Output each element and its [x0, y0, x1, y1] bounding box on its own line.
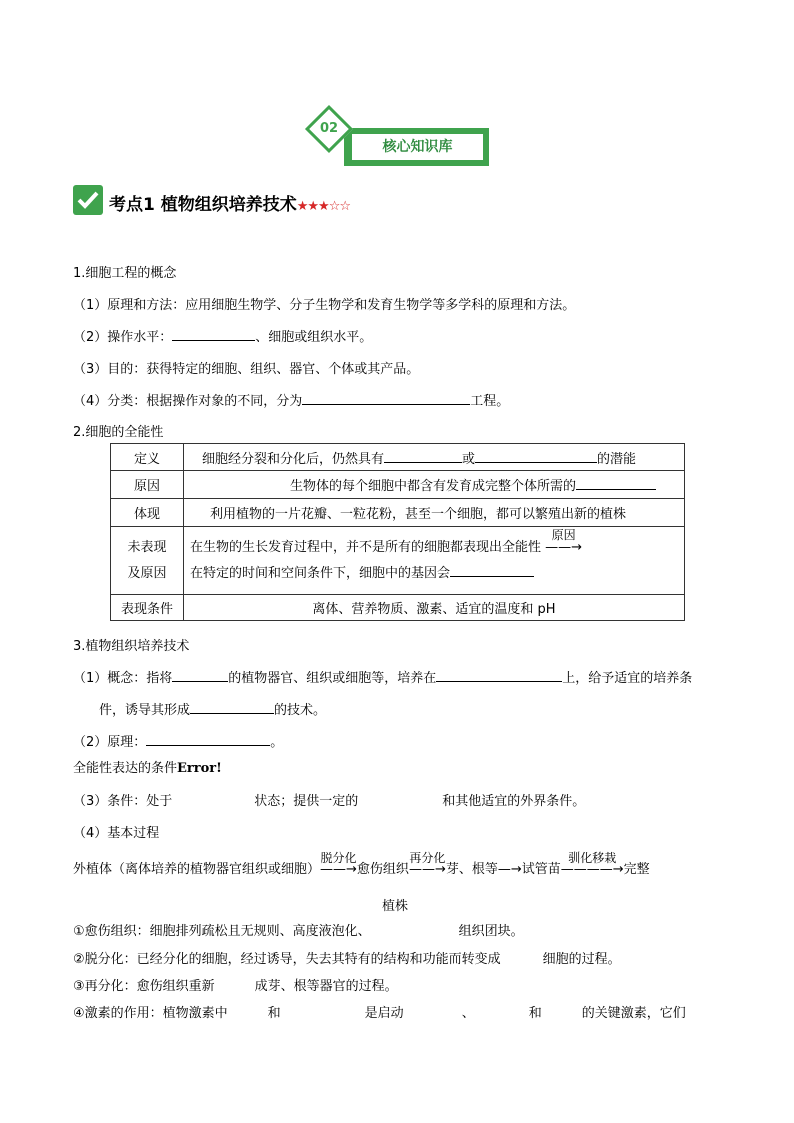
- difficulty-stars: ★★★☆☆: [296, 199, 351, 214]
- flow-step-plant: 植株: [382, 899, 409, 914]
- text: 上，给予适宜的培养条: [562, 671, 693, 686]
- s1-p4-text-b: 工程。: [470, 394, 510, 409]
- culture-process-flow: [73, 851, 650, 877]
- text: ④激素的作用：植物激素中: [73, 1006, 228, 1021]
- section-1-title: 1.细胞工程的概念: [73, 266, 177, 281]
- error-line: [73, 757, 222, 776]
- table-row: [111, 527, 685, 595]
- s1-p4: [73, 390, 509, 409]
- s3-p3: [73, 790, 585, 809]
- text: 和: [528, 1006, 542, 1021]
- fill-blank: [436, 669, 562, 682]
- cell-text: 在特定的时间和空间条件下，细胞中的基因会: [190, 565, 451, 581]
- fill-blank: [475, 450, 597, 463]
- arrow-glyph: ——→: [545, 539, 583, 555]
- flow-arrow: [560, 851, 624, 877]
- text: 的关键激素，它们: [581, 1006, 686, 1021]
- text: （2）原理：: [73, 735, 147, 750]
- table-row: [111, 471, 685, 499]
- table-cell-label: 体现: [111, 499, 184, 527]
- table-cell-label: 表现条件: [111, 595, 184, 621]
- fill-blank: [146, 733, 270, 746]
- s3-p4: （4）基本过程: [73, 826, 160, 841]
- table-cell-label: 原因: [111, 471, 184, 499]
- text: 状态；提供一定的: [254, 794, 359, 809]
- flow-arrow: [408, 851, 446, 877]
- s3-c3: [73, 975, 398, 994]
- s3-c2: [73, 948, 621, 967]
- flow-step: 外植体（离体培养的植物器官组织或细胞）: [73, 862, 321, 877]
- error-text: Error!: [177, 761, 222, 776]
- text: ②脱分化：已经分化的细胞，经过诱导，失去其特有的结构和功能而转变成: [73, 952, 501, 967]
- s3-c4: [73, 1002, 686, 1021]
- table-row: [111, 499, 685, 527]
- table-cell: [184, 527, 685, 595]
- table-row: [111, 444, 685, 471]
- table-cell: [184, 444, 685, 471]
- arrow-label: 原因: [551, 527, 576, 542]
- arrow-label: 脱分化: [320, 851, 357, 865]
- table-cell-label: [111, 527, 184, 595]
- text: （3）条件：处于: [73, 794, 173, 809]
- s1-p2-text-b: 、细胞或组织水平。: [255, 330, 373, 345]
- s1-p2: [73, 326, 372, 345]
- text: 和其他适宜的外界条件。: [442, 794, 586, 809]
- s1-p4-text-a: （4）分类：根据操作对象的不同，分为: [73, 394, 303, 409]
- text: （1）概念：指将: [73, 671, 173, 686]
- s1-p1: （1）原理和方法：应用细胞生物学、分子生物学和发育生物学等多学科的原理和方法。: [73, 298, 576, 313]
- flow-step: 愈伤组织: [356, 862, 409, 877]
- s3-p1-cont: [99, 699, 326, 718]
- fill-blank: [302, 392, 470, 405]
- cell-text: 的潜能: [597, 451, 637, 467]
- text: 的技术。: [274, 703, 327, 718]
- arrow-label: 再分化: [409, 851, 446, 865]
- cell-text: 在生物的生长发育过程中，并不是所有的细胞都表现出全能性: [190, 539, 542, 555]
- table-cell: 离体、营养物质、激素、适宜的温度和 pH: [184, 595, 685, 621]
- flow-arrow: [320, 851, 357, 877]
- s1-p2-text-a: （2）操作水平：: [73, 330, 173, 345]
- totipotency-table: [110, 443, 685, 621]
- cell-label-line: 未表现: [127, 539, 167, 555]
- table-row: [111, 595, 685, 621]
- fill-blank: [384, 450, 462, 463]
- flow-step: 完整: [623, 862, 650, 877]
- section-badge-title: 核心知识库: [351, 133, 484, 161]
- text: 细胞的过程。: [542, 952, 621, 967]
- arrow-glyph: ————→: [560, 862, 624, 877]
- fill-blank: [172, 328, 255, 341]
- text: 全能性表达的条件: [73, 761, 178, 776]
- text: 和: [267, 1006, 281, 1021]
- s3-p1: [73, 667, 692, 686]
- fill-blank: [450, 564, 534, 577]
- fill-blank: [576, 477, 656, 490]
- text: 成芽、根等器官的过程。: [254, 979, 398, 994]
- text: 。: [270, 735, 284, 750]
- arrow-label: 驯化移栽: [568, 851, 617, 865]
- topic-title: 考点1 植物组织培养技术: [109, 195, 297, 215]
- text: 、: [461, 1006, 475, 1021]
- table-cell: [184, 471, 685, 499]
- cause-arrow: [545, 527, 583, 566]
- s3-c1: [73, 920, 524, 939]
- table-cell-label: 定义: [111, 444, 184, 471]
- text: ①愈伤组织：细胞排列疏松且无规则、高度液泡化、: [73, 924, 371, 939]
- text: 组织团块。: [458, 924, 524, 939]
- checkmark-icon: [73, 185, 103, 215]
- cell-text: 或: [462, 451, 476, 467]
- section-2-title: 2.细胞的全能性: [73, 425, 164, 440]
- s1-p3: （3）目的：获得特定的细胞、组织、器官、个体或其产品。: [73, 362, 420, 377]
- text: 件，诱导其形成: [99, 703, 191, 718]
- fill-blank: [190, 701, 274, 714]
- arrow-glyph: ——→: [408, 862, 446, 877]
- topic-heading: [109, 190, 350, 215]
- cell-label-line: 及原因: [127, 565, 167, 581]
- arrow-glyph: ——→: [320, 862, 357, 877]
- s3-p2: [73, 731, 283, 750]
- flow-step: 芽、根等—→试管苗: [445, 862, 561, 877]
- text: 是启动: [364, 1006, 404, 1021]
- section-badge-number: 02: [319, 121, 339, 136]
- text: 的植物器官、组织或细胞等，培养在: [228, 671, 437, 686]
- section-3-title: 3.植物组织培养技术: [73, 639, 190, 654]
- fill-blank: [172, 669, 228, 682]
- cell-text: 细胞经分裂和分化后，仍然具有: [202, 451, 385, 467]
- cell-text: 生物体的每个细胞中都含有发育成完整个体所需的: [290, 479, 577, 494]
- table-cell: 利用植物的一片花瓣、一粒花粉，甚至一个细胞，都可以繁殖出新的植株: [184, 499, 685, 527]
- text: ③再分化：愈伤组织重新: [73, 979, 215, 994]
